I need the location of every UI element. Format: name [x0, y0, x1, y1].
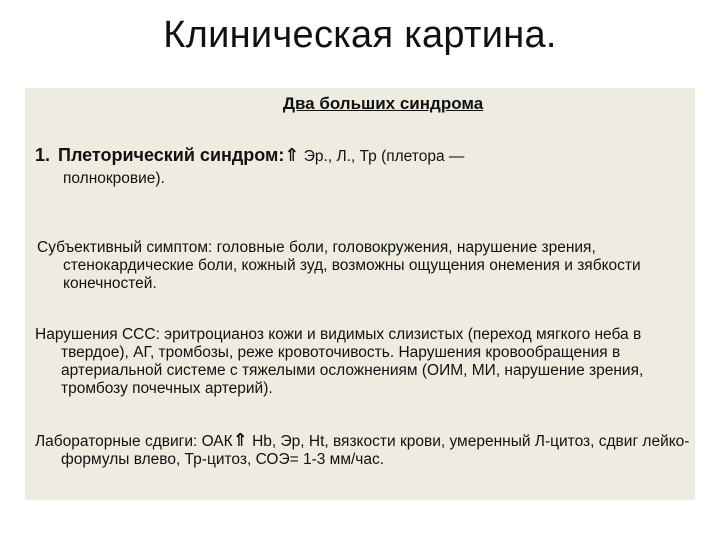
lab-text: Hb, Эр, Ht, вязкости крови, умеренный Л-цитоз, сдвиг лейко-формулы влево, Тр-цитоз, СОЭ= 1-3 мм/час. [61, 433, 690, 468]
up-arrow-icon: ⇑ [232, 430, 248, 450]
up-arrow-icon: ⇑ [284, 145, 300, 165]
lab-paragraph [35, 431, 690, 469]
item-continuation: полнокровие). [63, 170, 165, 187]
slide-title: Клиническая картина. [163, 14, 557, 56]
cardiovascular-paragraph: Нарушения ССС: эритроцианоз кожи и видимых слизистых (переход мягкого неба в твердое), АГ, тромбозы, реже кровоточивость. Нарушения кровообращения в артериальной системе с тяжелыми осложнениям (ОИМ, МИ, нарушение зрения, тромбозу почечных артерий). [35, 326, 644, 397]
subjective-symptom-paragraph: Субъективный симптом: головные боли, головокружения, нарушение зрения, стенокардические боли, кожный зуд, возможны ощущения онемения и зябкости конечностей. [37, 239, 641, 292]
item-heading: Плеторический синдром: [58, 145, 285, 165]
syndrome-item-1 [35, 144, 675, 190]
item-text: Эр., Л., Тр (плетора — [299, 148, 465, 165]
content-panel [25, 88, 695, 500]
slide-subtitle: Два больших синдрома [282, 94, 484, 113]
item-number: 1. [35, 145, 51, 165]
lab-prefix: Лабораторные сдвиги: ОАК [35, 433, 233, 450]
